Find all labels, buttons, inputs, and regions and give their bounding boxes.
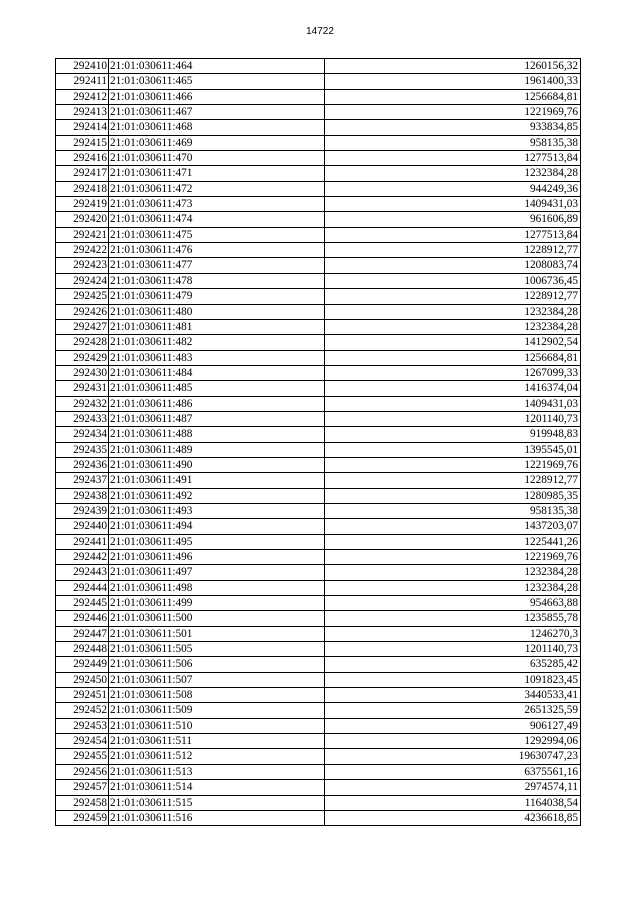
cadastral-number-cell: 21:01:030611:508 bbox=[109, 688, 325, 703]
table-row bbox=[56, 258, 581, 273]
cadastral-number-cell: 21:01:030611:490 bbox=[109, 457, 325, 472]
table-row bbox=[56, 519, 581, 534]
row-number-cell: 292458 bbox=[56, 795, 109, 810]
row-number-cell: 292422 bbox=[56, 243, 109, 258]
cadastral-value-cell: 1292994,06 bbox=[325, 734, 581, 749]
row-number-cell: 292452 bbox=[56, 703, 109, 718]
cadastral-value-cell: 1412902,54 bbox=[325, 335, 581, 350]
cadastral-value-cell: 954663,88 bbox=[325, 596, 581, 611]
cadastral-value-cell: 19630747,23 bbox=[325, 749, 581, 764]
table-row bbox=[56, 642, 581, 657]
table-row bbox=[56, 688, 581, 703]
table-row bbox=[56, 151, 581, 166]
row-number-cell: 292441 bbox=[56, 534, 109, 549]
cadastral-value-cell: 1225441,26 bbox=[325, 534, 581, 549]
row-number-cell: 292439 bbox=[56, 503, 109, 518]
row-number-cell: 292413 bbox=[56, 105, 109, 120]
table-row bbox=[56, 243, 581, 258]
cadastral-number-cell: 21:01:030611:477 bbox=[109, 258, 325, 273]
cadastral-number-cell: 21:01:030611:483 bbox=[109, 350, 325, 365]
row-number-cell: 292457 bbox=[56, 780, 109, 795]
row-number-cell: 292418 bbox=[56, 181, 109, 196]
cadastral-value-cell: 1232384,28 bbox=[325, 304, 581, 319]
row-number-cell: 292453 bbox=[56, 718, 109, 733]
row-number-cell: 292426 bbox=[56, 304, 109, 319]
cadastral-value-cell: 1260156,32 bbox=[325, 59, 581, 74]
row-number-cell: 292450 bbox=[56, 672, 109, 687]
cadastral-number-cell: 21:01:030611:478 bbox=[109, 273, 325, 288]
cadastral-value-cell: 1232384,28 bbox=[325, 166, 581, 181]
table-row bbox=[56, 74, 581, 89]
cadastral-value-cell: 1256684,81 bbox=[325, 350, 581, 365]
cadastral-value-cell: 1395545,01 bbox=[325, 442, 581, 457]
cadastral-number-cell: 21:01:030611:467 bbox=[109, 105, 325, 120]
cadastral-value-cell: 958135,38 bbox=[325, 503, 581, 518]
cadastral-number-cell: 21:01:030611:497 bbox=[109, 565, 325, 580]
row-number-cell: 292432 bbox=[56, 396, 109, 411]
table-row bbox=[56, 503, 581, 518]
table-row bbox=[56, 166, 581, 181]
cadastral-number-cell: 21:01:030611:515 bbox=[109, 795, 325, 810]
table-row bbox=[56, 457, 581, 472]
table-row bbox=[56, 273, 581, 288]
row-number-cell: 292416 bbox=[56, 151, 109, 166]
row-number-cell: 292434 bbox=[56, 427, 109, 442]
table-row bbox=[56, 350, 581, 365]
table-row bbox=[56, 749, 581, 764]
cadastral-number-cell: 21:01:030611:480 bbox=[109, 304, 325, 319]
cadastral-value-cell: 1232384,28 bbox=[325, 565, 581, 580]
row-number-cell: 292459 bbox=[56, 810, 109, 825]
table-row bbox=[56, 611, 581, 626]
page-number: 14722 bbox=[306, 26, 334, 37]
row-number-cell: 292427 bbox=[56, 319, 109, 334]
cadastral-number-cell: 21:01:030611:488 bbox=[109, 427, 325, 442]
cadastral-number-cell: 21:01:030611:475 bbox=[109, 227, 325, 242]
cadastral-number-cell: 21:01:030611:482 bbox=[109, 335, 325, 350]
row-number-cell: 292431 bbox=[56, 381, 109, 396]
table-row bbox=[56, 473, 581, 488]
cadastral-value-cell: 958135,38 bbox=[325, 135, 581, 150]
table-row bbox=[56, 396, 581, 411]
cadastral-number-cell: 21:01:030611:494 bbox=[109, 519, 325, 534]
cadastral-number-cell: 21:01:030611:514 bbox=[109, 780, 325, 795]
row-number-cell: 292417 bbox=[56, 166, 109, 181]
row-number-cell: 292435 bbox=[56, 442, 109, 457]
cadastral-number-cell: 21:01:030611:498 bbox=[109, 580, 325, 595]
cadastral-value-cell: 1267099,33 bbox=[325, 365, 581, 380]
cadastral-value-cell: 961606,89 bbox=[325, 212, 581, 227]
row-number-cell: 292428 bbox=[56, 335, 109, 350]
table-row bbox=[56, 703, 581, 718]
row-number-cell: 292447 bbox=[56, 626, 109, 641]
cadastral-value-cell: 1961400,33 bbox=[325, 74, 581, 89]
table-row bbox=[56, 657, 581, 672]
cadastral-value-cell: 1228912,77 bbox=[325, 243, 581, 258]
table-row bbox=[56, 319, 581, 334]
row-number-cell: 292410 bbox=[56, 59, 109, 74]
row-number-cell: 292443 bbox=[56, 565, 109, 580]
cadastral-number-cell: 21:01:030611:469 bbox=[109, 135, 325, 150]
cadastral-value-cell: 1164038,54 bbox=[325, 795, 581, 810]
cadastral-number-cell: 21:01:030611:492 bbox=[109, 488, 325, 503]
row-number-cell: 292440 bbox=[56, 519, 109, 534]
cadastral-number-cell: 21:01:030611:487 bbox=[109, 411, 325, 426]
table-row bbox=[56, 89, 581, 104]
row-number-cell: 292442 bbox=[56, 550, 109, 565]
cadastral-value-cell: 1232384,28 bbox=[325, 319, 581, 334]
cadastral-value-cell: 919948,83 bbox=[325, 427, 581, 442]
table-row bbox=[56, 304, 581, 319]
row-number-cell: 292449 bbox=[56, 657, 109, 672]
row-number-cell: 292446 bbox=[56, 611, 109, 626]
cadastral-number-cell: 21:01:030611:489 bbox=[109, 442, 325, 457]
row-number-cell: 292436 bbox=[56, 457, 109, 472]
cadastral-number-cell: 21:01:030611:472 bbox=[109, 181, 325, 196]
row-number-cell: 292429 bbox=[56, 350, 109, 365]
cadastral-value-cell: 1277513,84 bbox=[325, 227, 581, 242]
table-row bbox=[56, 427, 581, 442]
table-row bbox=[56, 488, 581, 503]
cadastral-value-cell: 944249,36 bbox=[325, 181, 581, 196]
table-row bbox=[56, 227, 581, 242]
row-number-cell: 292448 bbox=[56, 642, 109, 657]
cadastral-number-cell: 21:01:030611:484 bbox=[109, 365, 325, 380]
cadastral-value-cell: 1221969,76 bbox=[325, 457, 581, 472]
cadastral-value-cell: 3440533,41 bbox=[325, 688, 581, 703]
row-number-cell: 292437 bbox=[56, 473, 109, 488]
cadastral-value-cell: 1221969,76 bbox=[325, 550, 581, 565]
cadastral-number-cell: 21:01:030611:474 bbox=[109, 212, 325, 227]
table-row bbox=[56, 181, 581, 196]
row-number-cell: 292420 bbox=[56, 212, 109, 227]
row-number-cell: 292425 bbox=[56, 289, 109, 304]
row-number-cell: 292414 bbox=[56, 120, 109, 135]
cadastral-number-cell: 21:01:030611:476 bbox=[109, 243, 325, 258]
cadastral-value-cell: 906127,49 bbox=[325, 718, 581, 733]
cadastral-number-cell: 21:01:030611:516 bbox=[109, 810, 325, 825]
cadastral-value-cell: 2651325,59 bbox=[325, 703, 581, 718]
cadastral-number-cell: 21:01:030611:507 bbox=[109, 672, 325, 687]
row-number-cell: 292423 bbox=[56, 258, 109, 273]
cadastral-number-cell: 21:01:030611:468 bbox=[109, 120, 325, 135]
table-row bbox=[56, 626, 581, 641]
cadastral-number-cell: 21:01:030611:506 bbox=[109, 657, 325, 672]
table-row bbox=[56, 672, 581, 687]
cadastral-value-cell: 1256684,81 bbox=[325, 89, 581, 104]
cadastral-value-cell: 1221969,76 bbox=[325, 105, 581, 120]
cadastral-value-cell: 2974574,11 bbox=[325, 780, 581, 795]
cadastral-value-cell: 1437203,07 bbox=[325, 519, 581, 534]
table-row bbox=[56, 596, 581, 611]
cadastral-number-cell: 21:01:030611:501 bbox=[109, 626, 325, 641]
cadastral-value-cell: 1277513,84 bbox=[325, 151, 581, 166]
cadastral-value-cell: 1409431,03 bbox=[325, 197, 581, 212]
row-number-cell: 292444 bbox=[56, 580, 109, 595]
cadastral-value-cell: 1409431,03 bbox=[325, 396, 581, 411]
cadastral-number-cell: 21:01:030611:509 bbox=[109, 703, 325, 718]
cadastral-number-cell: 21:01:030611:486 bbox=[109, 396, 325, 411]
table-row bbox=[56, 718, 581, 733]
cadastral-value-cell: 1228912,77 bbox=[325, 289, 581, 304]
table-row bbox=[56, 120, 581, 135]
cadastral-number-cell: 21:01:030611:479 bbox=[109, 289, 325, 304]
cadastral-number-cell: 21:01:030611:500 bbox=[109, 611, 325, 626]
cadastral-number-cell: 21:01:030611:465 bbox=[109, 74, 325, 89]
table-row bbox=[56, 534, 581, 549]
cadastral-number-cell: 21:01:030611:481 bbox=[109, 319, 325, 334]
cadastral-number-cell: 21:01:030611:495 bbox=[109, 534, 325, 549]
cadastral-value-cell: 1235855,78 bbox=[325, 611, 581, 626]
cadastral-value-cell: 1232384,28 bbox=[325, 580, 581, 595]
table-row bbox=[56, 365, 581, 380]
table-row bbox=[56, 780, 581, 795]
row-number-cell: 292455 bbox=[56, 749, 109, 764]
cadastral-number-cell: 21:01:030611:512 bbox=[109, 749, 325, 764]
cadastral-number-cell: 21:01:030611:513 bbox=[109, 764, 325, 779]
cadastral-number-cell: 21:01:030611:470 bbox=[109, 151, 325, 166]
table-row bbox=[56, 580, 581, 595]
table-row bbox=[56, 212, 581, 227]
row-number-cell: 292430 bbox=[56, 365, 109, 380]
cadastral-value-cell: 1280985,35 bbox=[325, 488, 581, 503]
cadastral-value-cell: 1006736,45 bbox=[325, 273, 581, 288]
table-row bbox=[56, 810, 581, 825]
cadastral-value-cell: 1208083,74 bbox=[325, 258, 581, 273]
cadastral-value-cell: 1201140,73 bbox=[325, 642, 581, 657]
cadastral-value-cell: 1091823,45 bbox=[325, 672, 581, 687]
table-row bbox=[56, 59, 581, 74]
table-row bbox=[56, 734, 581, 749]
table-row bbox=[56, 795, 581, 810]
table-row bbox=[56, 135, 581, 150]
row-number-cell: 292454 bbox=[56, 734, 109, 749]
cadastral-number-cell: 21:01:030611:499 bbox=[109, 596, 325, 611]
table-body bbox=[56, 59, 581, 826]
row-number-cell: 292445 bbox=[56, 596, 109, 611]
row-number-cell: 292424 bbox=[56, 273, 109, 288]
table-row bbox=[56, 197, 581, 212]
table-row bbox=[56, 411, 581, 426]
cadastral-number-cell: 21:01:030611:466 bbox=[109, 89, 325, 104]
cadastral-number-cell: 21:01:030611:491 bbox=[109, 473, 325, 488]
cadastral-number-cell: 21:01:030611:511 bbox=[109, 734, 325, 749]
row-number-cell: 292433 bbox=[56, 411, 109, 426]
cadastral-number-cell: 21:01:030611:505 bbox=[109, 642, 325, 657]
cadastral-number-cell: 21:01:030611:485 bbox=[109, 381, 325, 396]
cadastral-value-cell: 1246270,3 bbox=[325, 626, 581, 641]
cadastral-value-cell: 1416374,04 bbox=[325, 381, 581, 396]
table-row bbox=[56, 381, 581, 396]
cadastral-number-cell: 21:01:030611:496 bbox=[109, 550, 325, 565]
cadastral-value-cell: 4236618,85 bbox=[325, 810, 581, 825]
cadastral-number-cell: 21:01:030611:493 bbox=[109, 503, 325, 518]
cadastral-value-cell: 1201140,73 bbox=[325, 411, 581, 426]
row-number-cell: 292419 bbox=[56, 197, 109, 212]
table-row bbox=[56, 550, 581, 565]
cadastral-value-cell: 635285,42 bbox=[325, 657, 581, 672]
cadastral-number-cell: 21:01:030611:471 bbox=[109, 166, 325, 181]
table-row bbox=[56, 565, 581, 580]
table-row bbox=[56, 335, 581, 350]
table-row bbox=[56, 764, 581, 779]
cadastral-number-cell: 21:01:030611:464 bbox=[109, 59, 325, 74]
row-number-cell: 292456 bbox=[56, 764, 109, 779]
row-number-cell: 292415 bbox=[56, 135, 109, 150]
cadastral-number-cell: 21:01:030611:473 bbox=[109, 197, 325, 212]
cadastral-value-table bbox=[55, 58, 581, 826]
cadastral-value-cell: 1228912,77 bbox=[325, 473, 581, 488]
row-number-cell: 292411 bbox=[56, 74, 109, 89]
row-number-cell: 292438 bbox=[56, 488, 109, 503]
table-row bbox=[56, 289, 581, 304]
row-number-cell: 292451 bbox=[56, 688, 109, 703]
row-number-cell: 292412 bbox=[56, 89, 109, 104]
table-row bbox=[56, 105, 581, 120]
cadastral-value-cell: 6375561,16 bbox=[325, 764, 581, 779]
cadastral-value-cell: 933834,85 bbox=[325, 120, 581, 135]
cadastral-number-cell: 21:01:030611:510 bbox=[109, 718, 325, 733]
table-row bbox=[56, 442, 581, 457]
row-number-cell: 292421 bbox=[56, 227, 109, 242]
